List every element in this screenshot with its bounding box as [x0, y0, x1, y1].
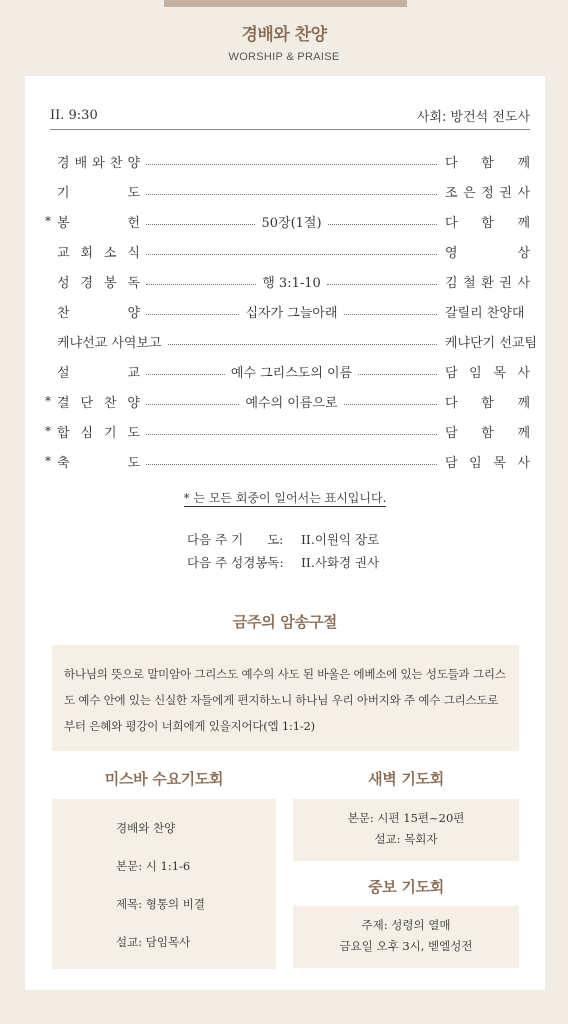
- order-label-char: 교: [57, 245, 70, 261]
- page-title: 경배와 찬양: [241, 25, 327, 45]
- order-person-char: 께: [517, 425, 530, 441]
- standing-note: * 는 모든 회중이 일어서는 표시입니다.: [183, 491, 387, 505]
- order-label-char: 경: [80, 275, 94, 291]
- standing-marker: *: [45, 424, 51, 438]
- order-person-char: 다: [445, 215, 458, 231]
- order-person: [445, 152, 530, 171]
- order-label-char: 결: [57, 395, 70, 411]
- order-row: [45, 446, 530, 476]
- order-person-char: 다: [445, 155, 458, 171]
- order-row: [45, 266, 530, 296]
- order-person-char: 께: [517, 155, 530, 171]
- order-person-char: 함: [481, 395, 494, 411]
- order-leader-dots: [146, 428, 437, 435]
- order-person: [445, 452, 530, 471]
- order-person-char: 갈릴리 찬양대: [445, 305, 525, 321]
- wednesday-box: [52, 799, 276, 969]
- order-person-char: 께: [517, 215, 530, 231]
- order-leader-dots: [146, 212, 437, 231]
- order-label: [57, 152, 140, 171]
- order-person-char: 임: [469, 455, 482, 471]
- intercession-box: [293, 906, 519, 968]
- standing-marker: *: [45, 214, 51, 228]
- wednesday-line: 제목: 형통의 비결: [116, 897, 205, 911]
- order-person-char: 함: [481, 155, 494, 171]
- next-week-info: [187, 528, 379, 574]
- order-person-char: 담: [445, 455, 458, 471]
- order-person-char: 조: [445, 185, 458, 201]
- order-label: [57, 332, 162, 351]
- standing-marker: *: [45, 454, 51, 468]
- order-person-char: 케냐단기 선교팀: [445, 335, 538, 351]
- wednesday-line: 경배와 찬양: [116, 821, 176, 835]
- order-person: [445, 422, 530, 441]
- order-leader-dots: [146, 458, 437, 465]
- order-person-char: 환: [481, 275, 494, 291]
- order-label-char: 도: [127, 425, 140, 441]
- order-person: [445, 272, 530, 291]
- order-row: [45, 356, 530, 386]
- order-label: [57, 212, 140, 231]
- intercession-title: 중보 기도회: [368, 878, 444, 896]
- order-row: [45, 206, 530, 236]
- verse-box: [52, 645, 519, 751]
- order-person-char: 영: [445, 245, 458, 261]
- order-content: 행 3:1-10: [262, 275, 321, 291]
- order-person-char: 임: [469, 365, 482, 381]
- order-row: [45, 416, 530, 446]
- order-person: [445, 242, 530, 261]
- order-person-char: 함: [481, 425, 494, 441]
- order-person: [445, 392, 530, 411]
- order-label-char: 기: [103, 425, 117, 441]
- service-time: II. 9:30: [50, 108, 98, 123]
- page-subtitle: WORSHIP & PRAISE: [228, 51, 340, 63]
- order-label: [57, 182, 140, 201]
- order-label-char: 와: [92, 155, 105, 171]
- standing-marker: *: [45, 394, 51, 408]
- presider: 사회: 방건석 전도사: [416, 110, 530, 125]
- order-person-char: 권: [499, 185, 512, 201]
- order-person-char: 사: [517, 365, 530, 381]
- order-person: [445, 332, 538, 351]
- order-label-char: 헌: [127, 215, 140, 231]
- order-leader-dots: [146, 272, 437, 291]
- order-label-char: 찬: [57, 305, 70, 321]
- dawn-line: 설교: 목회자: [374, 832, 438, 846]
- order-leader-dots: [168, 338, 437, 345]
- order-label-char: 독: [127, 275, 140, 291]
- order-label-char: 심: [80, 425, 94, 441]
- order-content: 50장(1절): [261, 215, 322, 231]
- order-label-char: 찬: [109, 155, 123, 171]
- order-label-char: 소: [103, 245, 117, 261]
- order-row: [45, 236, 530, 266]
- order-label-char: 도: [127, 455, 140, 471]
- order-leader-dots: [146, 302, 437, 321]
- order-label-char: 케냐선교 사역보고: [57, 335, 162, 351]
- order-label: [57, 362, 140, 381]
- order-label-char: 기: [57, 185, 70, 201]
- page-header: [0, 20, 568, 63]
- dawn-line: 본문: 시편 15편~20편: [347, 811, 465, 825]
- wednesday-title: 미스바 수요기도회: [104, 770, 224, 788]
- order-person-char: 담: [445, 425, 458, 441]
- order-person-char: 상: [517, 245, 530, 261]
- top-accent-bar: [164, 0, 407, 7]
- next-reading-label: 다음 주 성경봉독:: [187, 555, 284, 570]
- next-reading-person: II.사화경 권사: [300, 555, 380, 570]
- wednesday-line: 본문: 시 1:1-6: [116, 859, 191, 873]
- order-leader-dots: [146, 158, 437, 165]
- order-person-char: 은: [463, 185, 476, 201]
- order-row: [45, 386, 530, 416]
- order-label-char: 성: [57, 275, 70, 291]
- bulletin-card: [25, 76, 545, 990]
- order-label-char: 양: [127, 395, 140, 411]
- order-content: 예수의 이름으로: [245, 395, 338, 411]
- order-label-char: 봉: [57, 215, 70, 231]
- order-leader-dots: [146, 392, 437, 411]
- order-label: [57, 242, 140, 261]
- next-reading-row: [187, 551, 379, 574]
- order-row: [45, 176, 530, 206]
- order-label: [57, 302, 140, 321]
- order-label-char: 축: [57, 455, 70, 471]
- order-label-char: 도: [127, 185, 140, 201]
- order-label-char: 경: [57, 155, 70, 171]
- order-person-char: 정: [481, 185, 494, 201]
- order-row: [45, 146, 530, 176]
- order-row: [45, 296, 530, 326]
- order-of-worship: [45, 146, 538, 476]
- order-person-char: 철: [463, 275, 476, 291]
- order-leader-dots: [146, 248, 437, 255]
- order-label-char: 회: [80, 245, 94, 261]
- order-person: [445, 212, 530, 231]
- order-label-char: 교: [127, 365, 140, 381]
- order-person-char: 께: [517, 395, 530, 411]
- order-person-char: 다: [445, 395, 458, 411]
- order-label-char: 봉: [103, 275, 117, 291]
- dawn-title: 새벽 기도회: [368, 770, 444, 788]
- order-label: [57, 272, 140, 291]
- order-person-char: 목: [493, 455, 506, 471]
- order-content: 십자가 그늘아래: [245, 305, 338, 321]
- next-prayer-row: [187, 528, 379, 551]
- order-label-char: 설: [57, 365, 70, 381]
- order-content: 예수 그리스도의 이름: [230, 365, 353, 381]
- order-label-char: 식: [127, 245, 140, 261]
- intercession-line: 주제: 성령의 열매: [361, 918, 451, 932]
- order-person-char: 권: [499, 275, 512, 291]
- order-leader-dots: [146, 362, 437, 381]
- order-label-char: 합: [57, 425, 70, 441]
- order-label: [57, 392, 140, 411]
- verse-text: 하나님의 뜻으로 말미암아 그리스도 예수의 사도 된 바울은 에베소에 있는 성도들과 그리스도 예수 안에 있는 신실한 자들에게 편지하노니 하나님 우리 아버지와 주 예수 그리스도로부터 은혜와 평강이 너희에게 있을지어다(엡 1:1-2): [64, 667, 506, 733]
- order-label-char: 배: [74, 155, 88, 171]
- order-label-char: 양: [127, 305, 140, 321]
- order-person: [445, 362, 530, 381]
- order-person-char: 사: [517, 275, 530, 291]
- order-label-char: 단: [80, 395, 94, 411]
- order-person-char: 담: [445, 365, 458, 381]
- order-person-char: 사: [517, 455, 530, 471]
- order-person-char: 김: [445, 275, 458, 291]
- order-label-char: 양: [127, 155, 140, 171]
- intercession-line: 금요일 오후 3시, 벧엘성전: [339, 939, 473, 953]
- order-label: [57, 452, 140, 471]
- dawn-box: [293, 799, 519, 861]
- order-person-char: 함: [481, 215, 494, 231]
- wednesday-line: 설교: 담임목사: [116, 935, 191, 949]
- verse-title: 금주의 암송구절: [232, 613, 338, 631]
- order-person-char: 사: [517, 185, 530, 201]
- next-prayer-person: II.이원익 장로: [300, 532, 380, 547]
- order-label-char: 찬: [103, 395, 117, 411]
- order-leader-dots: [146, 188, 437, 195]
- order-person: [445, 182, 530, 201]
- order-label: [57, 422, 140, 441]
- order-row: [45, 326, 538, 356]
- next-prayer-label: 다음 주 기 도:: [187, 532, 284, 547]
- service-meta: [50, 106, 530, 130]
- order-person-char: 목: [493, 365, 506, 381]
- order-person: [445, 302, 530, 321]
